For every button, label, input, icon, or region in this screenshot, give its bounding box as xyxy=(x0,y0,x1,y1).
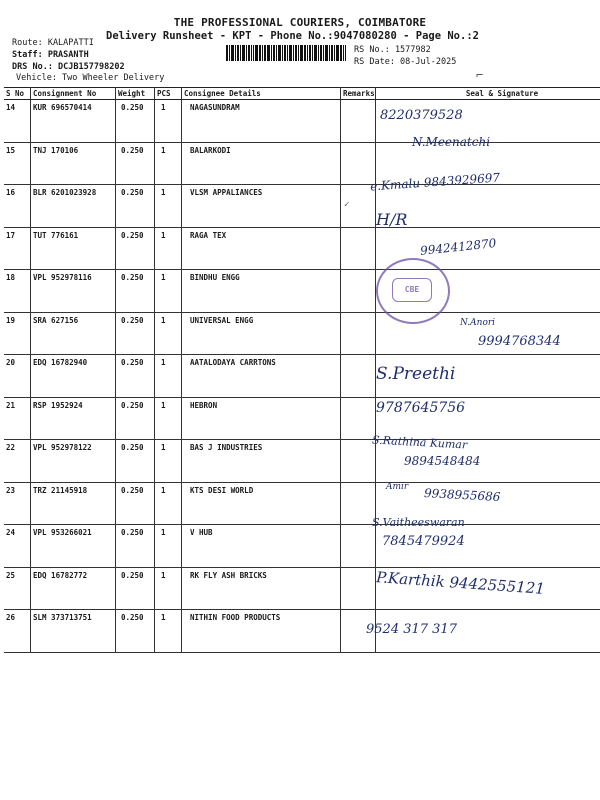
handwritten-signature: S.Vaitheeswaran xyxy=(372,516,465,529)
handwritten-phone: 9942412870 xyxy=(419,236,497,258)
row-consignment-no xyxy=(31,100,116,143)
row-pcs-text: 1 xyxy=(161,485,166,495)
row-consignment-no-text: VPL 952978122 xyxy=(33,443,92,452)
row-sno-text: 15 xyxy=(6,145,16,155)
row-weight-text: 0.250 xyxy=(121,570,144,580)
row-pcs xyxy=(155,270,182,313)
row-consignee xyxy=(182,567,341,610)
row-remarks xyxy=(341,270,376,313)
row-remarks xyxy=(341,397,376,440)
row-sno-text: 17 xyxy=(6,230,16,240)
table-row xyxy=(4,610,600,653)
handwritten-signature: S.Rathina Kumar xyxy=(371,433,468,452)
col-remarks: Remarks xyxy=(341,88,376,100)
row-pcs-text: 1 xyxy=(161,145,166,155)
col-consignment: Consignment No xyxy=(31,88,116,100)
row-sno-text: 22 xyxy=(6,443,16,452)
row-pcs xyxy=(155,525,182,568)
row-pcs-text: 1 xyxy=(161,103,166,112)
row-weight xyxy=(116,270,155,313)
row-pcs-text: 1 xyxy=(161,315,166,325)
row-pcs xyxy=(155,567,182,610)
row-consignment-no-text: RSP 1952924 xyxy=(33,400,83,410)
table-row xyxy=(4,482,600,525)
row-weight xyxy=(116,312,155,355)
col-seal: Seal & Signature xyxy=(376,88,600,100)
row-pcs-text: 1 xyxy=(161,613,166,622)
row-consignment-no xyxy=(31,312,116,355)
row-pcs-text: 1 xyxy=(161,188,166,197)
stamp-text: CBE xyxy=(392,278,432,302)
row-consignee xyxy=(182,142,341,185)
row-remarks xyxy=(341,142,376,185)
row-consignment-no xyxy=(31,482,116,525)
row-weight xyxy=(116,100,155,143)
row-consignment-no-text: VPL 953266021 xyxy=(33,528,92,537)
row-weight xyxy=(116,482,155,525)
table-row xyxy=(4,185,600,228)
col-consignee: Consignee Details xyxy=(182,88,341,100)
row-weight-text: 0.250 xyxy=(121,613,144,622)
row-consignee xyxy=(182,227,341,270)
row-consignee-text: UNIVERSAL ENGG xyxy=(190,315,254,325)
row-sno-text: 16 xyxy=(6,188,16,197)
row-weight xyxy=(116,142,155,185)
row-pcs xyxy=(155,610,182,653)
row-consignee-text: KTS DESI WORLD xyxy=(190,485,254,495)
row-consignee-text: V HUB xyxy=(190,528,213,537)
table-row xyxy=(4,355,600,398)
row-consignment-no-text: TNJ 170106 xyxy=(33,145,79,155)
row-consignee-text: BINDHU ENGG xyxy=(190,273,240,282)
barcode-image xyxy=(226,45,346,61)
row-weight-text: 0.250 xyxy=(121,485,144,495)
row-consignment-no-text: EDQ 16782940 xyxy=(33,358,88,367)
row-sno-text: 18 xyxy=(6,273,16,282)
row-remarks xyxy=(341,312,376,355)
row-consignment-no xyxy=(31,397,116,440)
row-pcs xyxy=(155,482,182,525)
row-sno-text: 25 xyxy=(6,570,16,580)
row-sno-text: 24 xyxy=(6,528,16,537)
table-row xyxy=(4,227,600,270)
col-weight: Weight xyxy=(116,88,155,100)
row-consignment-no-text: KUR 696570414 xyxy=(33,103,92,112)
row-pcs-text: 1 xyxy=(161,400,166,410)
handwritten-phone: 8220379528 xyxy=(380,108,463,123)
row-consignee xyxy=(182,100,341,143)
row-consignment-no xyxy=(31,185,116,228)
vehicle-label: Vehicle: Two Wheeler Delivery xyxy=(16,73,165,83)
row-sno xyxy=(4,312,31,355)
row-pcs-text: 1 xyxy=(161,273,166,282)
handwritten-phone: 9524 317 317 xyxy=(366,622,457,637)
handwritten-phone: 9994768344 xyxy=(478,334,561,349)
row-pcs-text: 1 xyxy=(161,443,166,452)
row-pcs-text: 1 xyxy=(161,570,166,580)
row-remarks xyxy=(341,482,376,525)
row-consignment-no xyxy=(31,227,116,270)
document-title: THE PROFESSIONAL COURIERS, COIMBATORE xyxy=(173,16,427,29)
row-pcs xyxy=(155,227,182,270)
row-consignee xyxy=(182,355,341,398)
handwritten-phone: 9894548484 xyxy=(404,454,481,468)
company-seal-stamp xyxy=(376,258,450,324)
row-sno xyxy=(4,440,31,483)
row-weight-text: 0.250 xyxy=(121,400,144,410)
row-consignee-text: VLSM APPALIANCES xyxy=(190,188,263,197)
row-weight xyxy=(116,440,155,483)
handwritten-signature: e.Kmalu 9843929697 xyxy=(369,170,501,194)
row-consignee xyxy=(182,312,341,355)
row-consignment-no xyxy=(31,355,116,398)
handwritten-phone: 9938955686 xyxy=(423,486,501,504)
rs-number: RS No.: 1577982 xyxy=(354,45,431,55)
row-sno xyxy=(4,355,31,398)
row-weight xyxy=(116,355,155,398)
row-weight-text: 0.250 xyxy=(121,145,144,155)
row-pcs xyxy=(155,100,182,143)
row-consignment-no-text: SLM 373713751 xyxy=(33,613,92,622)
row-consignee xyxy=(182,610,341,653)
row-consignee xyxy=(182,525,341,568)
handwritten-signature: Amir xyxy=(386,482,409,492)
row-consignment-no-text: SRA 627156 xyxy=(33,315,79,325)
row-pcs xyxy=(155,397,182,440)
row-consignment-no xyxy=(31,142,116,185)
handwritten-signature: S.Preethi xyxy=(376,364,456,384)
row-consignee xyxy=(182,482,341,525)
row-sno-text: 21 xyxy=(6,400,16,410)
row-sno xyxy=(4,142,31,185)
row-consignment-no xyxy=(31,525,116,568)
col-pcs: PCS xyxy=(155,88,182,100)
handwritten-initials: H/R xyxy=(376,210,408,229)
row-consignee-text: RAGA TEX xyxy=(190,230,227,240)
runsheet-table xyxy=(4,87,600,653)
row-consignee-text: NITHIN FOOD PRODUCTS xyxy=(190,613,281,622)
row-weight xyxy=(116,185,155,228)
table-row xyxy=(4,142,600,185)
row-weight-text: 0.250 xyxy=(121,230,144,240)
row-sno-text: 26 xyxy=(6,613,16,622)
handwritten-signature: N.Anori xyxy=(460,318,496,328)
row-weight-text: 0.250 xyxy=(121,188,144,197)
row-consignee xyxy=(182,270,341,313)
pen-mark-icon: ✓ xyxy=(344,200,350,210)
row-consignment-no xyxy=(31,440,116,483)
row-pcs xyxy=(155,185,182,228)
row-weight xyxy=(116,610,155,653)
table-row xyxy=(4,397,600,440)
row-consignment-no xyxy=(31,270,116,313)
row-weight-text: 0.250 xyxy=(121,103,144,112)
row-consignment-no-text: TUT 776161 xyxy=(33,230,79,240)
row-pcs-text: 1 xyxy=(161,528,166,537)
row-consignee-text: BALARKODI xyxy=(190,145,231,155)
row-weight-text: 0.250 xyxy=(121,358,144,367)
row-weight-text: 0.250 xyxy=(121,315,144,325)
row-sno-text: 19 xyxy=(6,315,16,325)
row-weight-text: 0.250 xyxy=(121,273,144,282)
row-weight xyxy=(116,227,155,270)
row-remarks xyxy=(341,567,376,610)
row-consignment-no-text: EDQ 16782772 xyxy=(33,570,88,580)
handwritten-phone: 7845479924 xyxy=(382,534,465,549)
table-row xyxy=(4,525,600,568)
row-sno xyxy=(4,482,31,525)
row-pcs xyxy=(155,312,182,355)
row-remarks xyxy=(341,355,376,398)
row-sno xyxy=(4,270,31,313)
row-remarks xyxy=(341,100,376,143)
row-consignment-no xyxy=(31,610,116,653)
row-weight-text: 0.250 xyxy=(121,528,144,537)
table-row xyxy=(4,100,600,143)
row-consignee-text: BAS J INDUSTRIES xyxy=(190,443,263,452)
table-row xyxy=(4,440,600,483)
handwritten-signature: N.Meenatchi xyxy=(412,135,491,149)
row-remarks xyxy=(341,227,376,270)
row-weight xyxy=(116,525,155,568)
col-sno: S No xyxy=(4,88,31,100)
table-row xyxy=(4,270,600,313)
pen-mark-icon: ⌐ xyxy=(476,68,484,82)
row-pcs xyxy=(155,355,182,398)
row-pcs-text: 1 xyxy=(161,358,166,367)
row-sno-text: 23 xyxy=(6,485,16,495)
row-sno xyxy=(4,567,31,610)
row-remarks xyxy=(341,440,376,483)
row-consignee-text: NAGASUNDRAM xyxy=(190,103,240,112)
row-weight xyxy=(116,397,155,440)
row-sno xyxy=(4,227,31,270)
row-consignee-text: HEBRON xyxy=(190,400,218,410)
handwritten-phone: 9787645756 xyxy=(376,400,466,416)
row-sno xyxy=(4,100,31,143)
row-consignment-no-text: VPL 952978116 xyxy=(33,273,92,282)
row-consignee-text: AATALODAYA CARRTONS xyxy=(190,358,276,367)
row-sno xyxy=(4,397,31,440)
row-consignment-no-text: BLR 6201023928 xyxy=(33,188,97,197)
row-weight-text: 0.250 xyxy=(121,443,144,452)
row-consignment-no xyxy=(31,567,116,610)
handwritten-signature: P.Karthik 9442555121 xyxy=(375,568,546,598)
row-pcs xyxy=(155,142,182,185)
row-consignee xyxy=(182,397,341,440)
row-sno-text: 14 xyxy=(6,103,16,112)
row-pcs xyxy=(155,440,182,483)
row-consignee xyxy=(182,185,341,228)
route-label: Route: KALAPATTI xyxy=(12,38,94,48)
row-remarks xyxy=(341,525,376,568)
row-pcs-text: 1 xyxy=(161,230,166,240)
row-sno xyxy=(4,610,31,653)
row-sno-text: 20 xyxy=(6,358,16,367)
row-sno xyxy=(4,185,31,228)
row-consignee xyxy=(182,440,341,483)
document-subtitle: Delivery Runsheet - KPT - Phone No.:9047080280 - Page No.:2 xyxy=(106,30,479,42)
row-sno xyxy=(4,525,31,568)
row-consignee-text: RK FLY ASH BRICKS xyxy=(190,570,267,580)
staff-label: Staff: PRASANTH xyxy=(12,50,89,60)
rs-date: RS Date: 08-Jul-2025 xyxy=(354,57,457,67)
table-header-row xyxy=(4,88,600,100)
row-weight xyxy=(116,567,155,610)
row-consignment-no-text: TRZ 21145918 xyxy=(33,485,88,495)
drs-label: DRS No.: DCJB157798202 xyxy=(12,62,125,72)
row-seal-signature xyxy=(376,185,600,228)
